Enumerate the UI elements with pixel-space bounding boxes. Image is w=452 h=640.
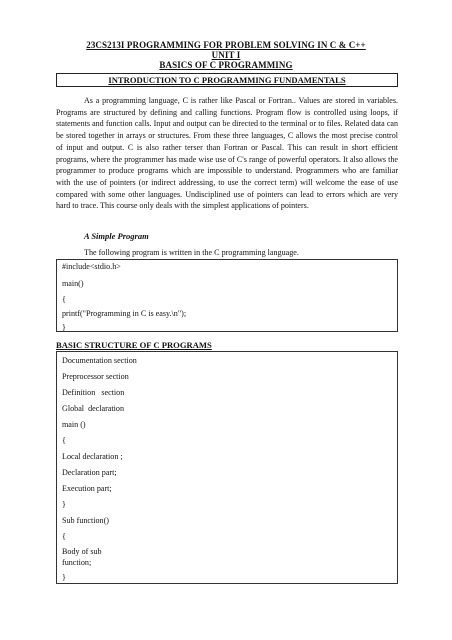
structure-line: { bbox=[62, 436, 66, 445]
structure-line: Declaration part; bbox=[62, 468, 117, 477]
structure-line: main () bbox=[62, 420, 86, 429]
structure-line: } bbox=[62, 573, 66, 582]
structure-line: { bbox=[62, 532, 66, 541]
unit-number: UNIT I bbox=[211, 50, 241, 60]
structure-line: Body of sub bbox=[62, 547, 102, 556]
structure-line: Local declaration ; bbox=[62, 452, 123, 461]
structure-heading: BASIC STRUCTURE OF C PROGRAMS bbox=[56, 340, 212, 350]
simple-program-intro: The following program is written in the C programming language. bbox=[84, 248, 299, 257]
code-line: printf("Programming in C is easy.\n"); bbox=[62, 309, 187, 318]
intro-paragraph: As a programming language, C is rather like Pascal or Fortran.. Values are stored in variables. Programs are structured by defining and calling functions. Program flow is controlled using loops, if statements and function calls. Input and output can be directed to the terminal or to files. Related data can be stored together in arrays or structures. From these three languages, C allows the most precise control of input and output. C is also rather terser than Fortran or Pascal. This can result in short efficient programs, where the programmer has made wise use of C's range of powerful operators. It also allows the programmer to produce programs which are impossible to understand. Programmers who are familiar with the use of pointers (or indirect addressing, to use the correct term) will welcome the ease of use compared with some other languages. Undisciplined use of pointers can lead to errors which are very hard to trace. This course only deals with the simplest applications of pointers. bbox=[56, 96, 398, 211]
course-title: 23CS213I PROGRAMMING FOR PROBLEM SOLVING IN C & C++ bbox=[86, 40, 366, 50]
structure-line: Preprocessor section bbox=[62, 372, 129, 381]
structure-box bbox=[56, 351, 398, 584]
structure-line: } bbox=[62, 500, 66, 509]
structure-line: Definition section bbox=[62, 388, 125, 397]
code-example-box bbox=[56, 259, 398, 332]
section-title-box: INTRODUCTION TO C PROGRAMMING FUNDAMENTALS bbox=[56, 73, 398, 87]
structure-line: Execution part; bbox=[62, 484, 112, 493]
code-line: main() bbox=[62, 279, 84, 288]
structure-line: Sub function() bbox=[62, 516, 109, 525]
structure-line: Documentation section bbox=[62, 356, 137, 365]
code-line: #include<stdio.h> bbox=[62, 262, 121, 271]
code-line: { bbox=[62, 295, 66, 304]
code-line: } bbox=[62, 323, 66, 332]
structure-line: function; bbox=[62, 558, 92, 567]
simple-program-heading: A Simple Program bbox=[84, 231, 149, 241]
unit-title: BASICS OF C PROGRAMMING bbox=[159, 60, 293, 70]
structure-line: Global declaration bbox=[62, 404, 125, 413]
